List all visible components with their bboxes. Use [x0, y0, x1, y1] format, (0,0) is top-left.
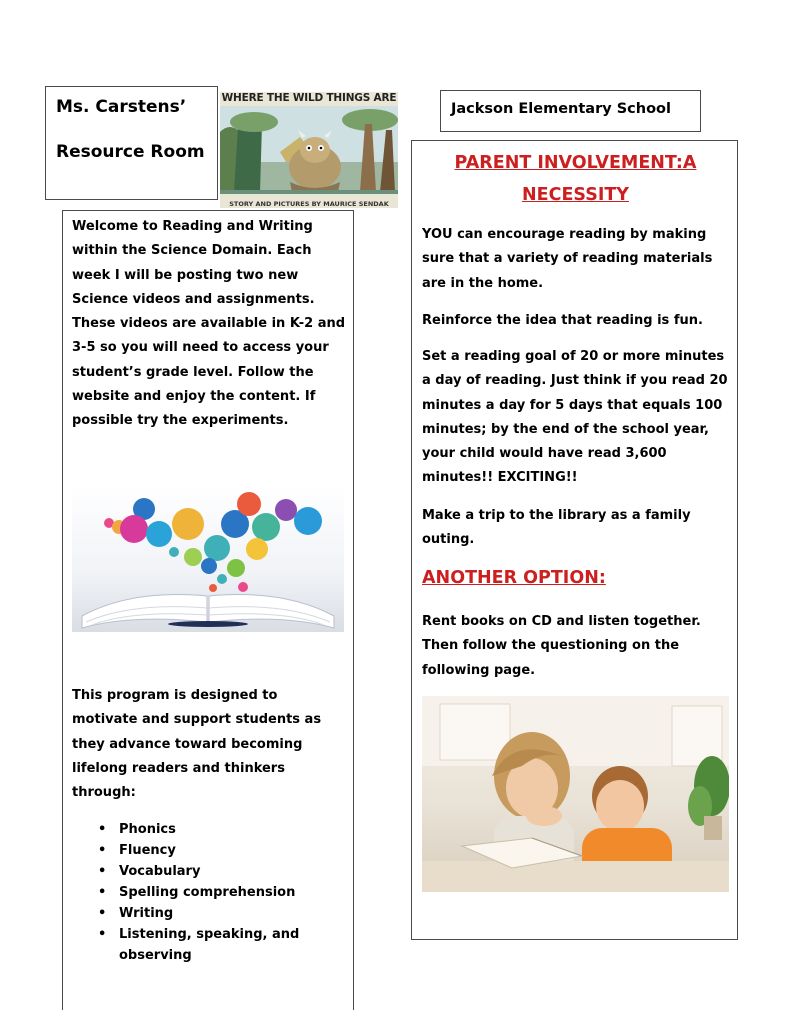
list-item: • Vocabulary	[89, 861, 319, 882]
another-option-heading: ANOTHER OPTION:	[422, 568, 606, 588]
parent-child-reading-illustration	[422, 696, 729, 892]
title-box	[45, 86, 218, 200]
skills-list	[89, 819, 319, 966]
right-column	[411, 140, 738, 940]
open-book-science-image	[72, 484, 344, 632]
school-name-box	[440, 90, 701, 132]
paragraph-reading-goal: Set a reading goal of 20 or more minutes a day of reading. Just think if you read 20 minutes a day for 5 days that equals 100 minutes; by the end of the school year, your child would have read 3,600 minutes!! EXCITING!!	[422, 349, 728, 486]
left-column	[62, 210, 354, 1010]
school-name: Jackson Elementary School	[451, 101, 671, 117]
list-item: • Phonics	[89, 819, 319, 840]
paragraph-reinforce: Reinforce the idea that reading is fun.	[422, 313, 703, 328]
open-book-illustration	[72, 484, 344, 632]
list-item: • Spelling comprehension	[89, 882, 319, 903]
list-item: • Listening, speaking, and observing	[89, 924, 319, 966]
parent-child-reading-photo	[422, 696, 729, 892]
welcome-paragraph: Welcome to Reading and Writing within the Science Domain. Each week I will be posting two new Science videos and assignments. These videos are available in K-2 and 3-5 so you will need to access your student’s grade level. Follow the website and enjoy the content. If possible try the experiments.	[72, 219, 346, 429]
list-item: • Writing	[89, 903, 319, 924]
program-paragraph: This program is designed to motivate and support students as they advance toward becoming lifelong readers and thinkers through:	[72, 688, 322, 801]
paragraph-library: Make a trip to the library as a family outing.	[422, 508, 691, 548]
title-line-2: Resource Room	[56, 142, 205, 162]
book-cover-image	[220, 92, 398, 208]
book-cover-illustration	[220, 92, 398, 208]
paragraph-books-on-cd: Rent books on CD and listen together. Then follow the questioning on the following page.	[422, 614, 701, 678]
list-item: • Fluency	[89, 840, 319, 861]
book-cover-title: WHERE THE WILD THINGS ARE	[221, 92, 397, 104]
book-cover-credit: STORY AND PICTURES BY MAURICE SENDAK	[229, 200, 389, 208]
title-line-1: Ms. Carstens’	[56, 97, 187, 117]
paragraph-encourage: YOU can encourage reading by making sure that a variety of reading materials are in the home.	[422, 227, 713, 291]
parent-involvement-heading: PARENT INVOLVEMENT:A NECESSITY	[454, 153, 697, 205]
